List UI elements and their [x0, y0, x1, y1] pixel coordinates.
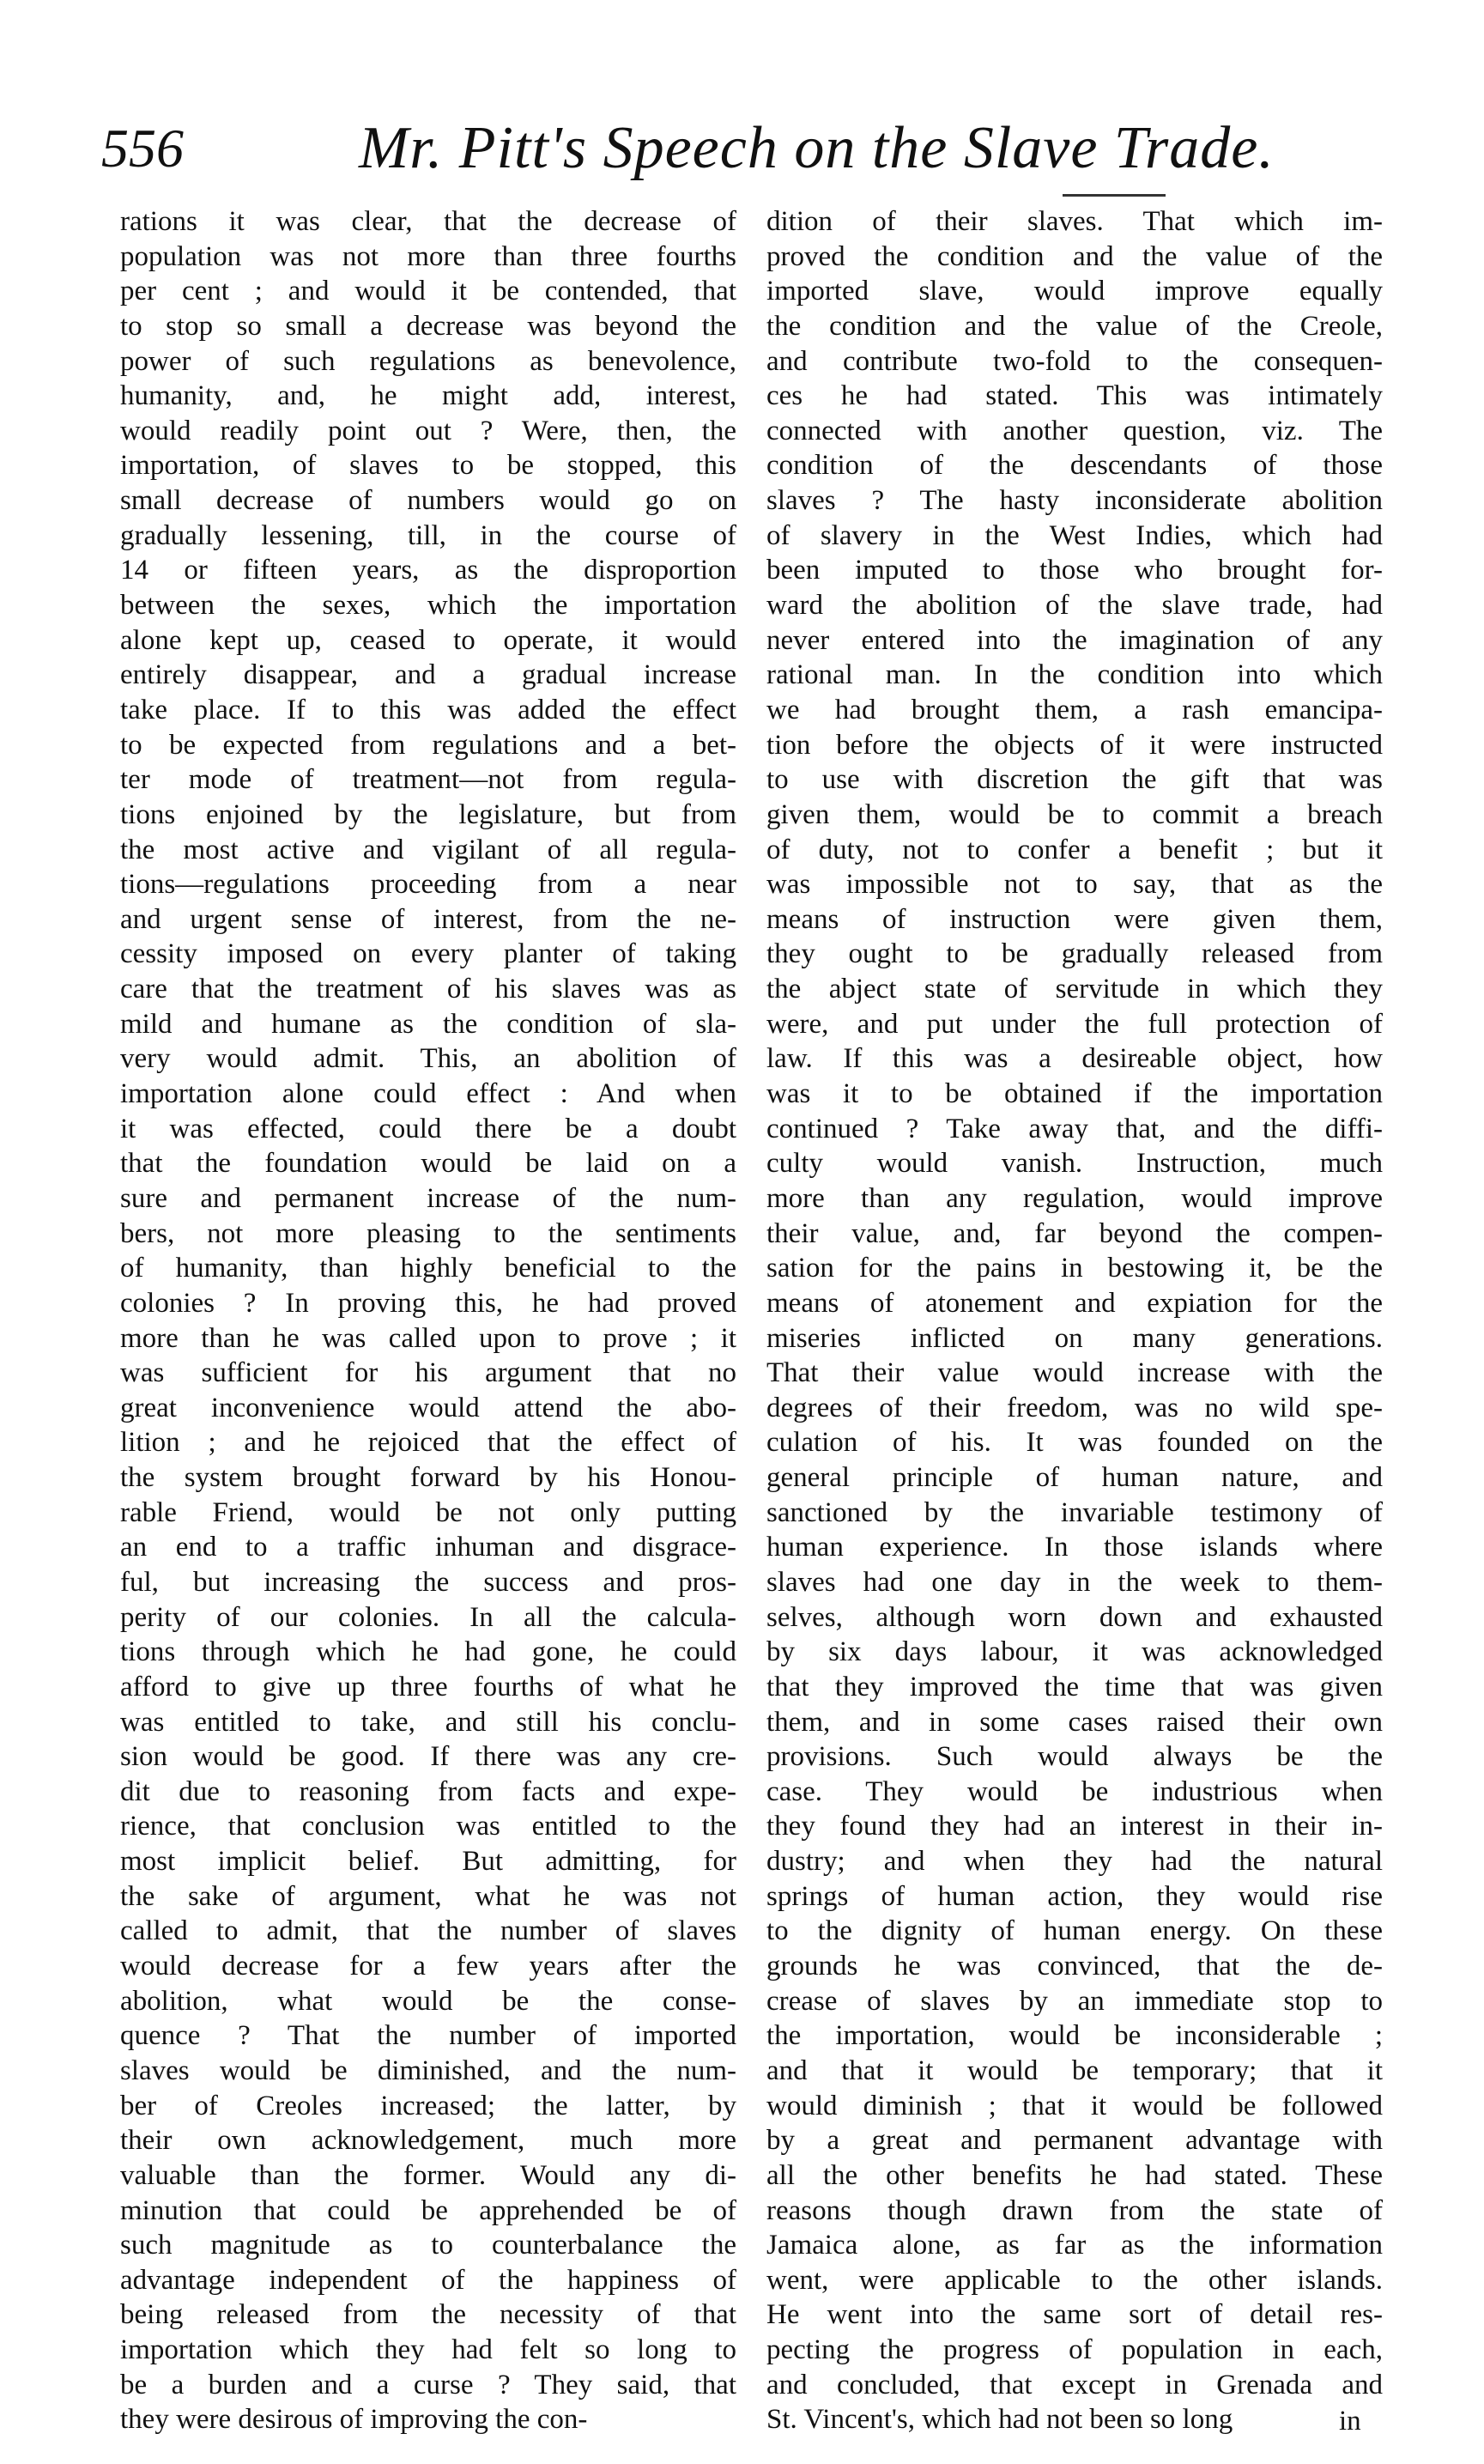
text-line: power of such regulations as benevolence, [120, 345, 736, 377]
text-line: given them, would be to commit a breach [766, 798, 1383, 830]
text-line: an end to a traffic inhuman and disgrace- [120, 1532, 736, 1563]
text-line: springs of human action, they would rise [766, 1880, 1383, 1912]
text-line: the sake of argument, what he was not [120, 1880, 736, 1912]
text-line: slaves had one day in the week to them- [766, 1566, 1383, 1598]
text-line: law. If this was a desireable object, how [766, 1043, 1383, 1075]
text-line: continued ? Take away that, and the diffi- [766, 1113, 1383, 1144]
text-line: care that the treatment of his slaves was as [120, 974, 736, 1005]
text-line: per cent ; and would it be contended, that [120, 276, 736, 307]
text-line: and concluded, that except in Grenada and [766, 2369, 1383, 2400]
text-line: valuable than the former. Would any di- [120, 2159, 736, 2191]
text-line: humanity, and, he might add, interest, [120, 380, 736, 412]
text-line: was impossible not to say, that as the [766, 869, 1383, 901]
text-line: That their value would increase with the [766, 1357, 1383, 1389]
text-line: rational man. In the condition into which [766, 659, 1383, 691]
text-line: be a burden and a curse ? They said, that [120, 2369, 736, 2400]
text-line: reasons though drawn from the state of [766, 2194, 1383, 2226]
text-line: rience, that conclusion was entitled to the [120, 1811, 736, 1842]
catchword: in [1339, 2406, 1361, 2437]
text-line: was it to be obtained if the importation [766, 1078, 1383, 1110]
text-line: importation which they had felt so long to [120, 2334, 736, 2366]
text-line: pecting the progress of population in each, [766, 2334, 1383, 2366]
text-line: ful, but increasing the success and pros- [120, 1566, 736, 1598]
text-line: went, were applicable to the other islands. [766, 2264, 1383, 2296]
text-line: provisions. Such would always be the [766, 1741, 1383, 1773]
text-line: and urgent sense of interest, from the ne- [120, 903, 736, 935]
text-line: never entered into the imagination of any [766, 624, 1383, 656]
text-line: 14 or fifteen years, as the disproportion [120, 555, 736, 586]
text-line: more than he was called upon to prove ; it [120, 1322, 736, 1354]
running-title: Mr. Pitt's Speech on the Slave Trade. [359, 115, 1275, 181]
text-line: small decrease of numbers would go on [120, 485, 736, 517]
text-line: and contribute two-fold to the consequen- [766, 345, 1383, 377]
text-line: of duty, not to confer a benefit ; but it [766, 834, 1383, 865]
text-line: tions through which he had gone, he could [120, 1636, 736, 1668]
text-line: of humanity, than highly beneficial to the [120, 1253, 736, 1284]
text-line: importation, of slaves to be stopped, this [120, 450, 736, 482]
text-line: ber of Creoles increased; the latter, by [120, 2090, 736, 2121]
text-line: the system brought forward by his Honou- [120, 1462, 736, 1494]
text-line: minution that could be apprehended be of [120, 2194, 736, 2226]
text-line: alone kept up, ceased to operate, it would [120, 624, 736, 656]
text-line: sanctioned by the invariable testimony of [766, 1496, 1383, 1528]
text-line: connected with another question, viz. The [766, 415, 1383, 446]
text-line: would decrease for a few years after the [120, 1951, 736, 1982]
text-line: more than any regulation, would improve [766, 1182, 1383, 1214]
text-line: quence ? That the number of imported [120, 2020, 736, 2052]
text-line: to stop so small a decrease was beyond the [120, 310, 736, 342]
text-line: dit due to reasoning from facts and expe- [120, 1775, 736, 1807]
text-line: to the dignity of human energy. On these [766, 1915, 1383, 1947]
text-line: them, and in some cases raised their own [766, 1706, 1383, 1738]
text-line: imported slave, would improve equally [766, 276, 1383, 307]
text-line: bers, not more pleasing to the sentiments [120, 1217, 736, 1249]
header-rule [1063, 194, 1166, 197]
text-line: sure and permanent increase of the num- [120, 1182, 736, 1214]
text-line: between the sexes, which the importation [120, 590, 736, 622]
text-line: they were desirous of improving the con- [120, 2404, 588, 2436]
text-line: mild and humane as the condition of sla- [120, 1008, 736, 1040]
text-line: we had brought them, a rash emancipa- [766, 694, 1383, 725]
text-line: of slavery in the West Indies, which had [766, 519, 1383, 551]
text-line: to use with discretion the gift that was [766, 764, 1383, 796]
text-line: case. They would be industrious when [766, 1775, 1383, 1807]
text-line: lition ; and he rejoiced that the effect of [120, 1427, 736, 1459]
text-line: ces he had stated. This was intimately [766, 380, 1383, 412]
text-line: sion would be good. If there was any cre- [120, 1741, 736, 1773]
text-line: was sufficient for his argument that no [120, 1357, 736, 1389]
left-text-column [120, 204, 736, 2437]
text-line: condition of the descendants of those [766, 450, 1383, 482]
text-line: and that it would be temporary; that it [766, 2054, 1383, 2086]
text-line: colonies ? In proving this, he had proved [120, 1287, 736, 1319]
text-line: abolition, what would be the conse- [120, 1985, 736, 2017]
text-line: that the foundation would be laid on a [120, 1148, 736, 1180]
text-line: ward the abolition of the slave trade, had [766, 590, 1383, 622]
page-number: 556 [101, 118, 184, 179]
text-line: their value, and, far beyond the compen- [766, 1217, 1383, 1249]
text-line: been imputed to those who brought for- [766, 555, 1383, 586]
text-line: would diminish ; that it would be followed [766, 2090, 1383, 2121]
text-line: rations it was clear, that the decrease of [120, 206, 736, 237]
text-line: perity of our colonies. In all the calcula- [120, 1601, 736, 1633]
text-line: all the other benefits he had stated. These [766, 2159, 1383, 2191]
text-line: the importation, would be inconsiderable ; [766, 2020, 1383, 2052]
text-line: to be expected from regulations and a bet- [120, 729, 736, 761]
text-line: dustry; and when they had the natural [766, 1846, 1383, 1878]
text-line: sation for the pains in bestowing it, be the [766, 1253, 1383, 1284]
text-line: miseries inflicted on many generations. [766, 1322, 1383, 1354]
text-line: population was not more than three fourths [120, 240, 736, 272]
text-line: slaves would be diminished, and the num- [120, 2054, 736, 2086]
text-line: degrees of their freedom, was no wild spe- [766, 1392, 1383, 1423]
text-line: their own acknowledgement, much more [120, 2125, 736, 2157]
text-line: culty would vanish. Instruction, much [766, 1148, 1383, 1180]
text-line: afford to give up three fourths of what he [120, 1671, 736, 1702]
text-line: crease of slaves by an immediate stop to [766, 1985, 1383, 2017]
text-line: advantage independent of the happiness of [120, 2264, 736, 2296]
text-line: they found they had an interest in their in- [766, 1811, 1383, 1842]
text-line: rable Friend, would be not only putting [120, 1496, 736, 1528]
text-line: they ought to be gradually released from [766, 938, 1383, 970]
text-line: ter mode of treatment—not from regula- [120, 764, 736, 796]
text-line: that they improved the time that was given [766, 1671, 1383, 1702]
text-line: would readily point out ? Were, then, the [120, 415, 736, 446]
page-header [101, 110, 1367, 204]
text-line: general principle of human nature, and [766, 1462, 1383, 1494]
text-line: means of atonement and expiation for the [766, 1287, 1383, 1319]
text-line: by six days labour, it was acknowledged [766, 1636, 1383, 1668]
text-line: St. Vincent's, which had not been so long [766, 2404, 1233, 2436]
text-line: human experience. In those islands where [766, 1532, 1383, 1563]
text-line: the most active and vigilant of all regula- [120, 834, 736, 865]
text-line: dition of their slaves. That which im- [766, 206, 1383, 237]
text-line: it was effected, could there be a doubt [120, 1113, 736, 1144]
text-line: culation of his. It was founded on the [766, 1427, 1383, 1459]
text-line: He went into the same sort of detail res- [766, 2299, 1383, 2331]
text-line: being released from the necessity of that [120, 2299, 736, 2331]
text-line: slaves ? The hasty inconsiderate abolition [766, 485, 1383, 517]
text-line: by a great and permanent advantage with [766, 2125, 1383, 2157]
text-line: most implicit belief. But admitting, for [120, 1846, 736, 1878]
text-line: the condition and the value of the Creole, [766, 310, 1383, 342]
right-text-column [766, 204, 1383, 2437]
text-line: tions—regulations proceeding from a near [120, 869, 736, 901]
text-line: selves, although worn down and exhausted [766, 1601, 1383, 1633]
text-line: Jamaica alone, as far as the information [766, 2230, 1383, 2261]
text-line: called to admit, that the number of slaves [120, 1915, 736, 1947]
text-line: great inconvenience would attend the abo- [120, 1392, 736, 1423]
text-line: proved the condition and the value of the [766, 240, 1383, 272]
text-line: very would admit. This, an abolition of [120, 1043, 736, 1075]
text-line: tions enjoined by the legislature, but from [120, 798, 736, 830]
text-line: were, and put under the full protection of [766, 1008, 1383, 1040]
text-line: tion before the objects of it were instructed [766, 729, 1383, 761]
text-line: means of instruction were given them, [766, 903, 1383, 935]
text-line: take place. If to this was added the effect [120, 694, 736, 725]
text-line: was entitled to take, and still his conclu- [120, 1706, 736, 1738]
text-line: the abject state of servitude in which they [766, 974, 1383, 1005]
text-line: grounds he was convinced, that the de- [766, 1951, 1383, 1982]
text-line: cessity imposed on every planter of taking [120, 938, 736, 970]
text-line: importation alone could effect : And when [120, 1078, 736, 1110]
text-line: such magnitude as to counterbalance the [120, 2230, 736, 2261]
text-line: entirely disappear, and a gradual increase [120, 659, 736, 691]
text-line: gradually lessening, till, in the course of [120, 519, 736, 551]
